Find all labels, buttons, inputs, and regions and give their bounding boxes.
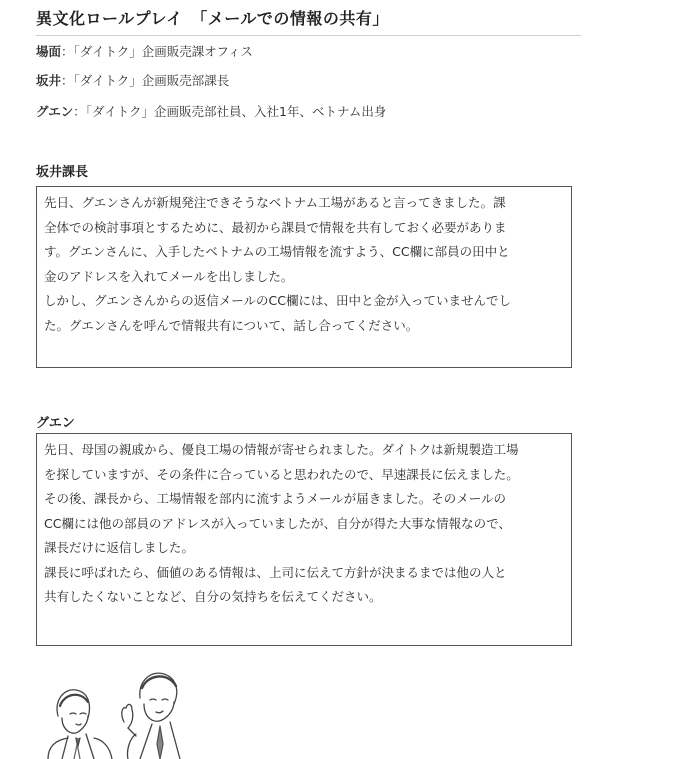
role-name-nguyen: グエン xyxy=(36,416,75,431)
setting-line-nguyen xyxy=(36,102,386,120)
role-text-line: 課長だけに返信しました。 xyxy=(44,540,195,555)
role-text-line: 先日、グエンさんが新規発注できそうなベトナム工場があると言ってきました。課 xyxy=(44,195,506,210)
setting-label: 坂井 xyxy=(36,73,62,88)
setting-text: ：「ダイトク」企画販売部課長 xyxy=(61,73,230,88)
document-title: 異文化ロールプレイ 「メールでの情報の共有」 xyxy=(36,6,581,36)
role-text-line: 共有したくないことなど、自分の気持ちを伝えてください。 xyxy=(44,589,382,604)
setting-label: グエン xyxy=(36,104,74,119)
role-text-line: しかし、グエンさんからの返信メールのCC欄には、田中と金が入っていませんでし xyxy=(44,293,511,308)
setting-line-sakai xyxy=(36,71,229,89)
two-workers-illustration xyxy=(40,660,190,759)
setting-text: ：「ダイトク」企画販売課オフィス xyxy=(61,44,253,59)
role-text-line: す。グエンさんに、入手したベトナムの工場情報を流すよう、CC欄に部員の田中と xyxy=(44,244,510,259)
role-name-sakai: 坂井課長 xyxy=(36,165,89,180)
role-text-line: 金のアドレスを入れてメールを出しました。 xyxy=(44,268,294,284)
setting-text: ：「ダイトク」企画販売部社員、入社1年、ベトナム出身 xyxy=(73,104,387,119)
role-card-sakai xyxy=(36,186,572,368)
role-card-nguyen xyxy=(36,433,572,646)
role-text-line: を探していますが、その条件に合っていると思われたので、早速課長に伝えました。 xyxy=(44,466,519,482)
role-text-line: 全体での検討事項とするために、最初から課員で情報を共有しておく必要がありま xyxy=(44,219,507,235)
role-text-line: 課長に呼ばれたら、価値のある情報は、上司に伝えて方針が決まるまでは他の人と xyxy=(44,564,507,580)
role-text-line: 先日、母国の親戚から、優良工場の情報が寄せられました。ダイトクは新規製造工場 xyxy=(44,442,519,457)
setting-line-scene xyxy=(36,42,253,60)
role-text-line: その後、課長から、工場情報を部内に流すようメールが届きました。そのメールの xyxy=(44,491,507,506)
setting-label: 場面 xyxy=(36,44,62,59)
role-text-line: CC欄には他の部員のアドレスが入っていましたが、自分が得た大事な情報なので、 xyxy=(44,515,511,531)
role-text-line: た。グエンさんを呼んで情報共有について、話し合ってください。 xyxy=(44,317,419,333)
